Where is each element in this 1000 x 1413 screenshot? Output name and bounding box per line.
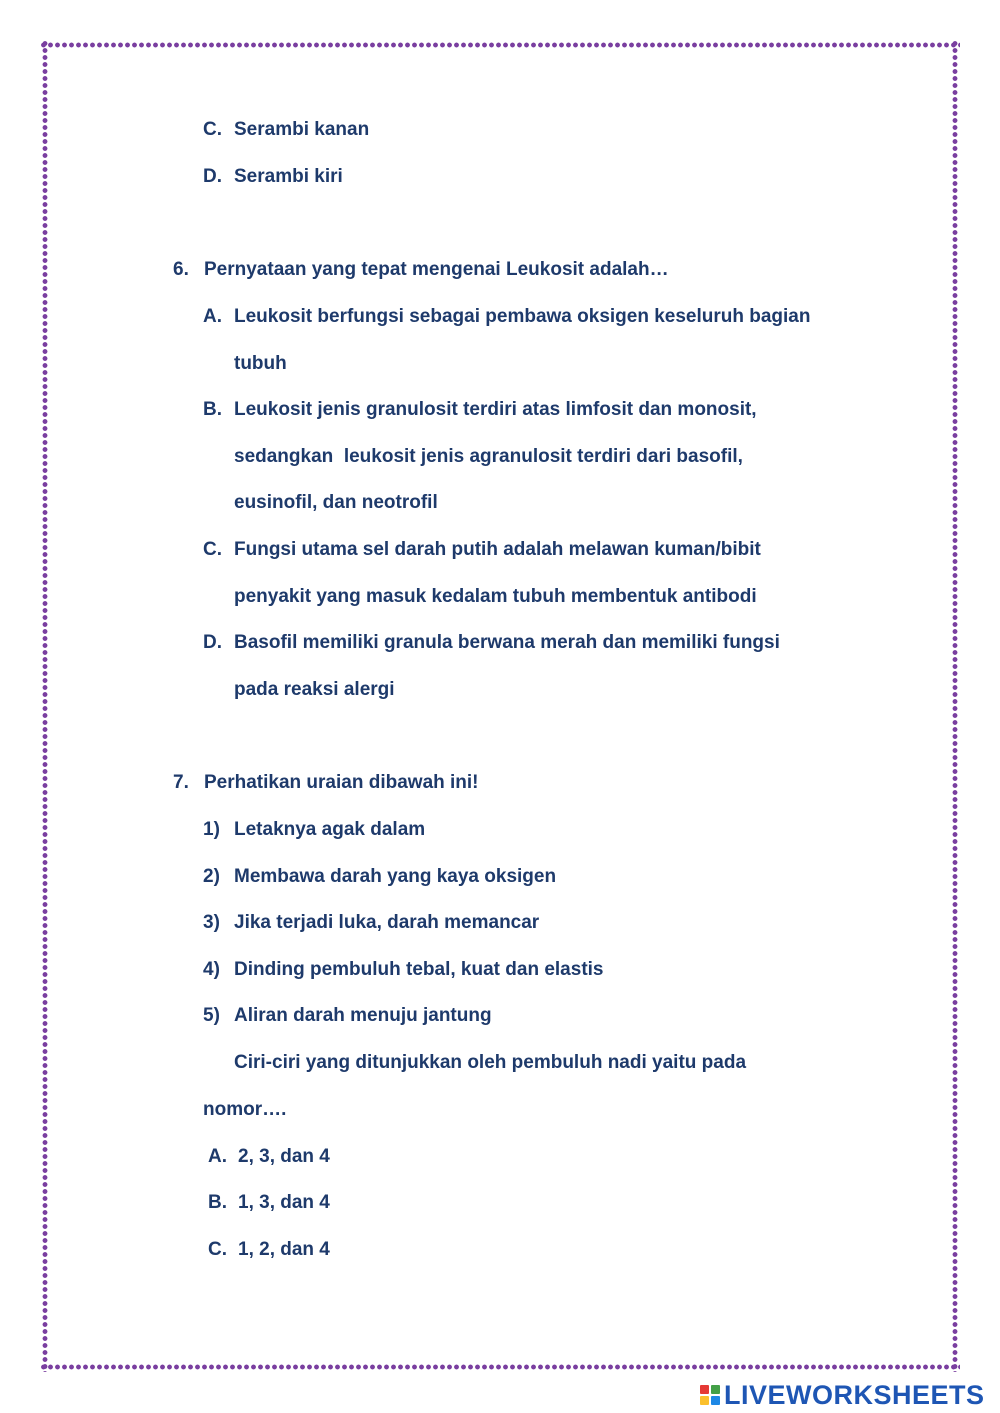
q7-item-5 xyxy=(203,1004,492,1028)
question-text: Pernyataan yang tepat mengenai Leukosit adalah… xyxy=(204,259,669,280)
option-text: Serambi kanan xyxy=(234,119,370,140)
item-number: 2) xyxy=(203,866,220,887)
question-number: 6. xyxy=(173,259,189,280)
option-letter: C. xyxy=(203,119,222,140)
page-border-bottom xyxy=(40,1362,960,1372)
item-number: 3) xyxy=(203,912,220,933)
option-text: Basofil memiliki granula berwana merah dan memiliki fungsi xyxy=(234,632,780,653)
option-letter: B. xyxy=(208,1192,227,1213)
question-number: 7. xyxy=(173,772,189,793)
q7-item-3 xyxy=(203,911,539,935)
option-text: Serambi kiri xyxy=(234,166,343,187)
q6-option-a-cont: tubuh xyxy=(234,353,287,374)
page-border-right xyxy=(950,40,960,1372)
q6-option-b xyxy=(203,398,757,422)
item-number: 4) xyxy=(203,959,220,980)
item-text: Membawa darah yang kaya oksigen xyxy=(234,866,557,887)
option-text: 1, 3, dan 4 xyxy=(238,1192,330,1213)
q7-item-2 xyxy=(203,865,556,889)
q7-item-1 xyxy=(203,818,425,842)
q7-prompt: Ciri-ciri yang ditunjukkan oleh pembuluh nadi yaitu pada xyxy=(234,1052,747,1073)
q5-option-c xyxy=(203,118,369,142)
option-text: Fungsi utama sel darah putih adalah melawan kuman/bibit xyxy=(234,539,761,560)
q7-item-4 xyxy=(203,958,604,982)
item-text: Jika terjadi luka, darah memancar xyxy=(234,912,540,933)
question-text: Perhatikan uraian dibawah ini! xyxy=(204,772,479,793)
item-text: Dinding pembuluh tebal, kuat dan elastis xyxy=(234,959,604,980)
q6-option-c xyxy=(203,538,761,562)
option-letter: A. xyxy=(208,1146,227,1167)
q6-option-d xyxy=(203,631,780,655)
q6-option-c-cont: penyakit yang masuk kedalam tubuh membentuk antibodi xyxy=(234,586,757,607)
option-letter: C. xyxy=(203,539,222,560)
q7-option-a xyxy=(208,1145,330,1169)
page-border-left xyxy=(40,40,50,1372)
option-letter: B. xyxy=(203,399,222,420)
option-letter: D. xyxy=(203,632,222,653)
option-text: 2, 3, dan 4 xyxy=(238,1146,330,1167)
option-text: Leukosit jenis granulosit terdiri atas limfosit dan monosit, xyxy=(234,399,757,420)
q7-prompt-cont: nomor…. xyxy=(203,1099,287,1120)
option-letter: C. xyxy=(208,1239,227,1260)
option-text: Leukosit berfungsi sebagai pembawa oksigen keseluruh bagian xyxy=(234,306,811,327)
q6-option-d-cont: pada reaksi alergi xyxy=(234,679,395,700)
page-border-top xyxy=(40,40,960,50)
q5-option-d xyxy=(203,165,343,189)
q6-option-b-cont1: sedangkan leukosit jenis agranulosit terdiri dari basofil, xyxy=(234,446,743,467)
liveworksheets-logo[interactable] xyxy=(700,1380,985,1410)
q6-option-b-cont2: eusinofil, dan neotrofil xyxy=(234,492,438,513)
q7-question xyxy=(173,771,479,795)
q6-question xyxy=(173,258,669,282)
item-text: Letaknya agak dalam xyxy=(234,819,426,840)
item-number: 1) xyxy=(203,819,220,840)
liveworksheets-logo-icon xyxy=(700,1385,720,1405)
option-text: 1, 2, dan 4 xyxy=(238,1239,330,1260)
item-text: Aliran darah menuju jantung xyxy=(234,1005,492,1026)
q7-option-c xyxy=(208,1238,330,1262)
brand-name: LIVEWORKSHEETS xyxy=(724,1379,985,1410)
option-letter: A. xyxy=(203,306,222,327)
option-letter: D. xyxy=(203,166,222,187)
item-number: 5) xyxy=(203,1005,220,1026)
q7-option-b xyxy=(208,1191,330,1215)
q6-option-a xyxy=(203,305,811,329)
